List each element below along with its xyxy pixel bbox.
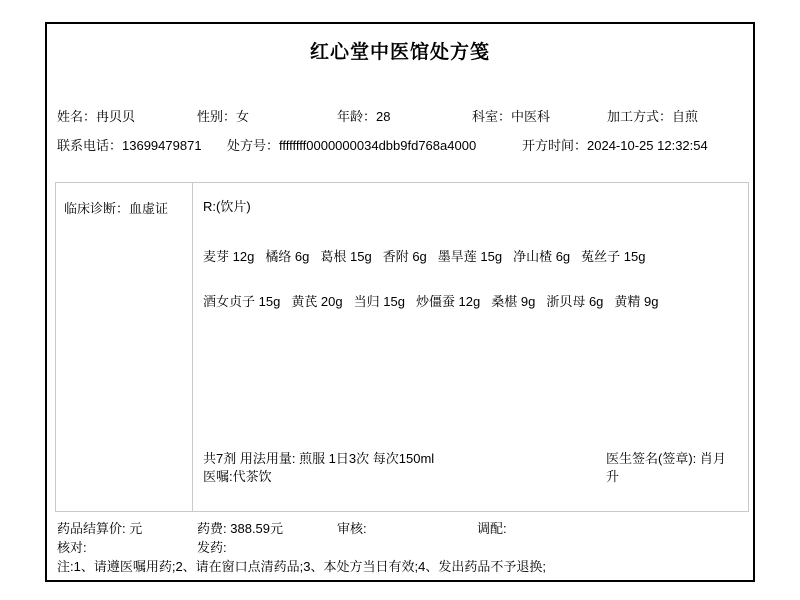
field-processing	[607, 108, 747, 125]
rx-number-label: 处方号：	[227, 138, 280, 153]
field-patient-name	[57, 108, 197, 125]
fee-label: 药费:	[197, 521, 227, 536]
diagnosis-cell	[56, 183, 193, 511]
advice-value: 代茶饮	[232, 469, 272, 484]
issue-time-value: 2024-10-25 12:32:54	[587, 138, 708, 153]
dispense-label: 调配:	[477, 521, 507, 536]
footer-note: 注:1、请遵医嘱用药;2、请在窗口点清药品;3、本处方当日有效;4、发出药品不予退换;	[57, 559, 546, 574]
age-label: 年龄：	[337, 109, 377, 124]
medicine-item: 净山楂 6g	[513, 249, 571, 264]
medicine-row-1	[203, 248, 736, 266]
medicine-item: 黄芪 20g	[291, 294, 343, 309]
field-fee	[197, 520, 337, 537]
medicine-item: 浙贝母 6g	[546, 294, 604, 309]
review-label: 审核:	[337, 521, 367, 536]
field-age	[337, 108, 472, 125]
footer-row-1	[57, 520, 747, 537]
medicine-item: 黄精 9g	[614, 294, 659, 309]
field-gender	[197, 108, 337, 125]
department-label: 科室：	[472, 109, 512, 124]
medicine-item: 当归 15g	[353, 294, 405, 309]
advice-label: 医嘱:	[203, 469, 233, 484]
doctor-signature-value: 肖月升	[606, 451, 726, 484]
patient-name-label: 姓名：	[57, 109, 97, 124]
medicine-item: 墨旱莲 15g	[437, 249, 503, 264]
prescription-body-box	[55, 182, 749, 512]
processing-label: 加工方式：	[607, 109, 673, 124]
gender-label: 性别：	[197, 109, 237, 124]
footer-row-2	[57, 539, 747, 556]
rx-header: R:(饮片)	[203, 199, 251, 214]
medicine-item: 炒僵蚕 12g	[415, 294, 481, 309]
phone-value: 13699479871	[122, 138, 202, 153]
settle-price-value: 元	[129, 521, 143, 536]
field-rx-number	[227, 137, 522, 154]
rx-number-value: ffffffff0000000034dbb9fd768a4000	[279, 138, 477, 153]
field-check	[57, 539, 197, 556]
usage-block	[203, 450, 606, 486]
medicine-item: 香附 6g	[382, 249, 427, 264]
doctor-signature	[606, 450, 736, 486]
field-issue-time	[522, 137, 747, 154]
rx-content-cell	[193, 183, 748, 511]
patient-info-row	[57, 108, 747, 125]
phone-label: 联系电话：	[57, 138, 123, 153]
settle-price-label: 药品结算价:	[57, 521, 126, 536]
department-value: 中医科	[511, 109, 551, 124]
medicine-item: 橘络 6g	[265, 249, 310, 264]
patient-name-value: 冉贝贝	[96, 109, 136, 124]
processing-value: 自煎	[672, 109, 699, 124]
doctor-signature-label: 医生签名(签章):	[606, 451, 697, 466]
medicine-item: 葛根 15g	[320, 249, 372, 264]
field-phone	[57, 137, 227, 154]
advice-line	[203, 468, 606, 486]
field-department	[472, 108, 607, 125]
diagnosis-label: 临床诊断：	[64, 201, 130, 216]
rx-bottom-block	[203, 450, 736, 486]
medicine-item: 菟丝子 15g	[581, 249, 646, 264]
fee-value: 388.59元	[230, 521, 284, 536]
medicine-item: 麦芽 12g	[203, 249, 255, 264]
age-value: 28	[376, 109, 391, 124]
issue-label: 发药:	[197, 540, 227, 555]
medicine-item: 酒女贞子 15g	[203, 294, 281, 309]
field-dispense	[477, 520, 747, 537]
field-issue	[197, 539, 747, 556]
contact-info-row	[57, 137, 747, 154]
medicine-row-2	[203, 293, 736, 311]
usage-line: 共7剂 用法用量: 煎服 1日3次 每次150ml	[203, 451, 435, 466]
prescription-page	[45, 22, 755, 582]
field-review	[337, 520, 477, 537]
check-label: 核对:	[57, 540, 87, 555]
gender-value: 女	[236, 109, 250, 124]
field-settle-price	[57, 520, 197, 537]
issue-time-label: 开方时间：	[522, 138, 588, 153]
footer-note-row	[57, 558, 747, 575]
diagnosis-value: 血虚证	[129, 201, 169, 216]
page-title: 红心堂中医馆处方笺	[309, 42, 490, 63]
medicine-item: 桑椹 9g	[491, 294, 536, 309]
